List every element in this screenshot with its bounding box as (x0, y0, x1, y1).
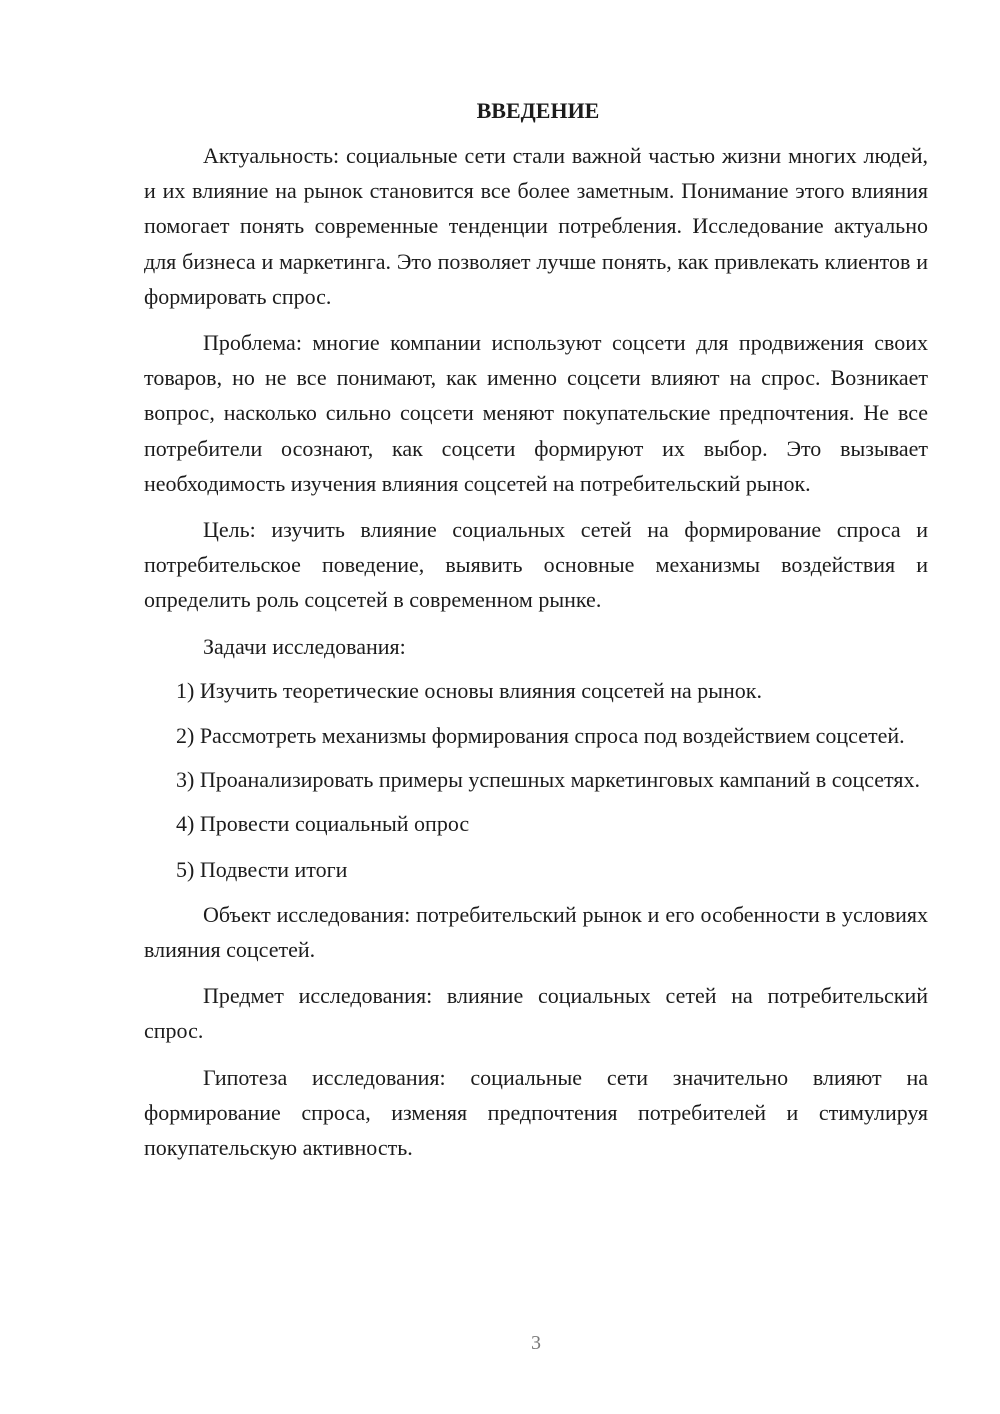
page-number: 3 (531, 1332, 541, 1354)
goal-paragraph: Цель: изучить влияние социальных сетей на формирование спроса и потребительское поведение, выявить основные механизмы воздействия и определить роль соцсетей в современном рынке. (144, 517, 928, 613)
task-item: 2) Рассмотреть механизмы формирования спроса под воздействием соцсетей. (176, 723, 905, 749)
hypothesis-paragraph: Гипотеза исследования: социальные сети значительно влияют на формирование спроса, изменяя предпочтения потребителей и стимулируя покупательскую активность. (144, 1064, 928, 1161)
tasks-heading: Задачи исследования: (203, 633, 406, 659)
subject-paragraph: Предмет исследования: влияние социальных сетей на потребительский спрос. (144, 983, 928, 1044)
task-item: 1) Изучить теоретические основы влияния соцсетей на рынок. (176, 677, 762, 703)
object-paragraph: Объект исследования: потребительский рынок и его особенности в условиях влияния соцсетей. (144, 901, 928, 963)
relevance-paragraph: Актуальность: социальные сети стали важной частью жизни многих людей, и их влияние на рынок становится все более заметным. Понимание этого влияния помогает понять современные тенденции потребления. Исследование актуально для бизнеса и маркетинга. Это позволяет лучше понять, как привлекать клиентов и формировать спрос. (144, 143, 928, 309)
task-item: 4) Провести социальный опрос (176, 811, 470, 837)
problem-paragraph: Проблема: многие компании используют соцсети для продвижения своих товаров, но не все понимают, как именно соцсети влияют на спрос. Возникает вопрос, насколько сильно соцсети меняют покупательские предпочтения. Не все потребители осознают, как соцсети формируют их выбор. Это вызывает необходимость изучения влияния соцсетей на потребительский рынок. (144, 330, 928, 496)
document-page (144, 96, 928, 1176)
task-item: 5) Подвести итоги (176, 856, 348, 882)
section-title: ВВЕДЕНИЕ (476, 98, 600, 123)
task-item: 3) Проанализировать примеры успешных маркетинговых кампаний в соцсетях. (176, 767, 920, 793)
